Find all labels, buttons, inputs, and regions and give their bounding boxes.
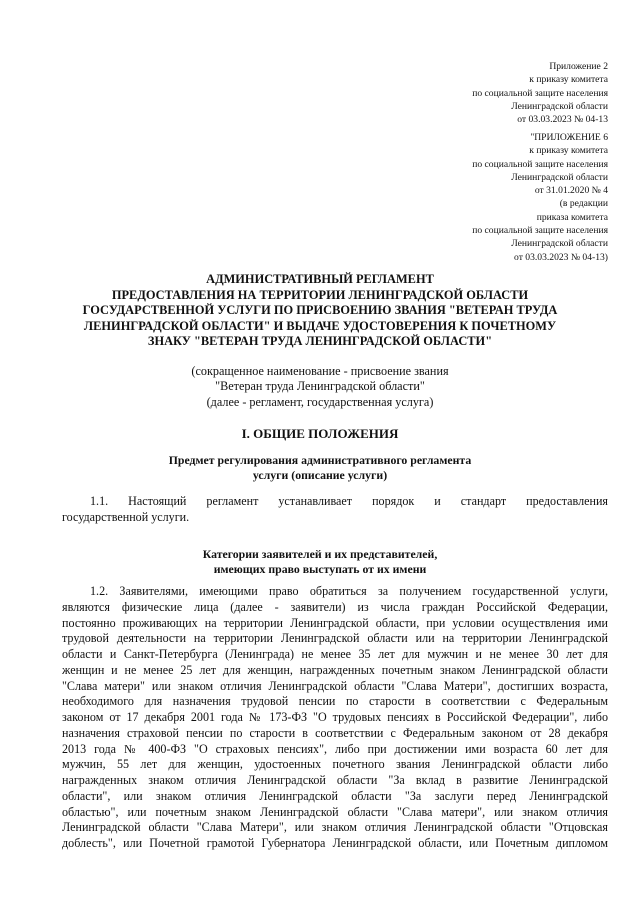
subject-heading-line: услуги (описание услуги)	[252, 468, 388, 483]
title-line: ЗНАКУ "ВЕТЕРАН ТРУДА ЛЕНИНГРАДСКОЙ ОБЛАСТИ"	[147, 334, 493, 349]
paragraph-line: государственной услуги.	[62, 509, 190, 524]
paragraph-line: 1.2. Заявителями, имеющими право обратиться за получением государственной услуги,	[90, 584, 608, 598]
paragraph-line: мужчин, 55 лет для женщин, удостоенных почетного звания Ленинградской области либо	[62, 757, 608, 772]
paragraph-line: 2013 года № 400-ФЗ "О страховых пенсиях", либо при достижении ими возраста 60 лет для	[62, 741, 608, 756]
annex-2-block	[472, 60, 608, 126]
annex-6-line: Ленинградской области	[511, 171, 608, 183]
annex-6-line: приказа комитета	[536, 211, 608, 223]
paragraph-line: женщин и не менее 25 лет для женщин, награжденных почетным знаком Ленинградской области	[62, 662, 608, 677]
regulation-title	[62, 272, 578, 350]
paragraph-1-1	[62, 494, 608, 526]
paragraph-line: доблесть", или Почетной грамотой Губернатора Ленинградской области, или Почетным дипломом	[62, 836, 608, 850]
applicants-heading	[62, 547, 578, 578]
title-line: ГОСУДАРСТВЕННОЙ УСЛУГИ ПО ПРИСВОЕНИЮ ЗВАНИЯ "ВЕТЕРАН ТРУДА	[82, 303, 558, 318]
paragraph-line: постоянно проживающих на территории Ленинградской области, при условии осуществления ими	[62, 615, 608, 630]
paragraph-line: законом от 17 декабря 2001 года № 173-ФЗ "О трудовых пенсиях в Российской Федерации", либо	[62, 710, 608, 724]
paragraph-line: области", или знаком отличия Ленинградской области "За заслуги перед Ленинградской	[62, 788, 608, 803]
paragraph-line: "Слава матери" или знаком отличия Ленинградской области "Слава Матери", достигших возраста,	[62, 678, 608, 693]
paragraph-line: являются физические лица (далее - заявители) из числа граждан Российской Федерации,	[62, 599, 608, 614]
paragraph-line: области и Санкт-Петербурга (Ленинграда) не менее 35 лет для мужчин и не менее 30 лет для	[62, 647, 608, 661]
annex-6-line: по социальной защите населения	[472, 225, 608, 237]
annex-2-line: по социальной защите населения	[472, 87, 608, 99]
section-heading: I. ОБЩИЕ ПОЛОЖЕНИЯ	[241, 426, 399, 441]
annex-6-line: "ПРИЛОЖЕНИЕ 6	[530, 132, 608, 143]
title-line: ПРЕДОСТАВЛЕНИЯ НА ТЕРРИТОРИИ ЛЕНИНГРАДСКОЙ ОБЛАСТИ	[111, 287, 529, 302]
annex-2-line: Приложение 2	[549, 61, 608, 72]
annex-2-line: от 03.03.2023 № 04-13	[517, 114, 608, 126]
annex-6-block	[472, 131, 608, 264]
paragraph-line: назначения страховой пенсии по старости в соответствии с Федеральным законом от 28 декабря	[62, 725, 608, 740]
paragraph-line: необходимого для назначения трудовой пенсии по старости в соответствии с Федеральным	[62, 694, 608, 709]
subject-heading	[62, 453, 578, 484]
annex-6-line: по социальной защите населения	[472, 158, 608, 170]
annex-2-line: Ленинградской области	[511, 100, 608, 112]
annex-6-line: от 03.03.2023 № 04-13)	[514, 251, 608, 263]
paragraph-1-2	[62, 584, 608, 852]
short-name-line: "Ветеран труда Ленинградской области"	[215, 379, 425, 394]
annex-6-line: Ленинградской области	[511, 238, 608, 250]
annex-2-line: к приказу комитета	[529, 74, 608, 86]
applicants-heading-line: имеющих право выступать от их имени	[213, 562, 427, 577]
title-line: АДМИНИСТРАТИВНЫЙ РЕГЛАМЕНТ	[206, 272, 434, 286]
annex-6-line: к приказу комитета	[529, 145, 608, 157]
short-name-line: (далее - регламент, государственная услуга)	[206, 394, 434, 409]
subject-heading-line: Предмет регулирования административного регламента	[168, 453, 472, 467]
applicants-heading-line: Категории заявителей и их представителей,	[202, 547, 438, 561]
annex-6-line: (в редакции	[559, 198, 608, 210]
title-line: ЛЕНИНГРАДСКОЙ ОБЛАСТИ" И ВЫДАЧЕ УДОСТОВЕРЕНИЯ К ПОЧЕТНОМУ	[83, 318, 557, 333]
paragraph-line: областью", или почетным знаком Ленинградской области "Слава матери", или знаком отличия	[62, 804, 608, 819]
paragraph-line: награжденных знаком отличия Ленинградской области "За вклад в развитие Ленинградской	[62, 773, 608, 787]
short-name-line: (сокращенное наименование - присвоение звания	[191, 364, 449, 378]
paragraph-line: Ленинградской области "Слава Матери", или знаком отличия Ленинградской области "Отцовская	[62, 820, 608, 835]
short-name-block	[62, 364, 578, 410]
paragraph-line: 1.1. Настоящий регламент устанавливает порядок и стандарт предоставления	[90, 494, 608, 508]
paragraph-line: трудовой деятельности на территории Ленинградской области или на территории Ленинградской	[62, 631, 608, 646]
annex-6-line: от 31.01.2020 № 4	[534, 185, 608, 197]
